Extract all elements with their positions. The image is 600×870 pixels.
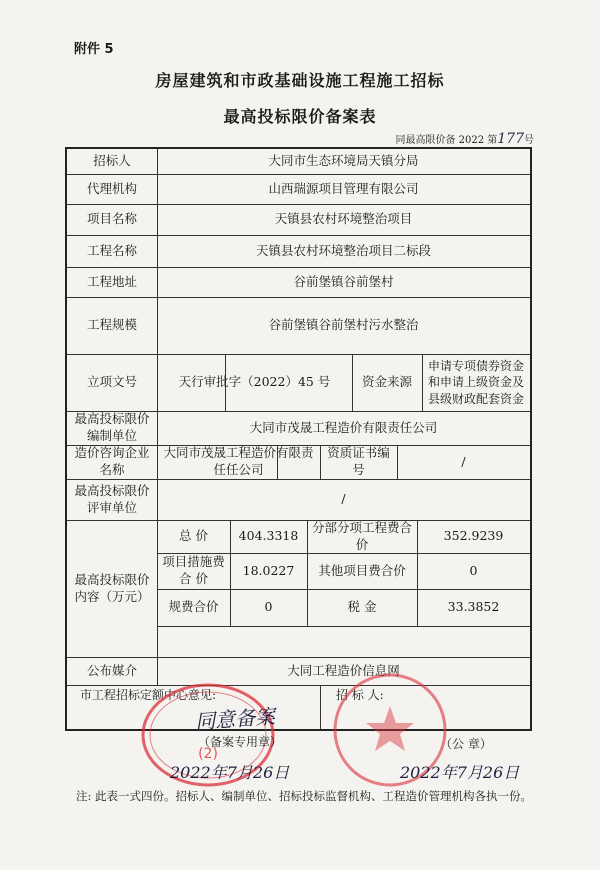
tenderer-seal-note: （公 章） — [440, 737, 492, 751]
filing-number-handwritten: 177 — [497, 131, 524, 147]
center-date: 2022年7月26日 — [170, 763, 290, 782]
compiler-label: 最高投标限价编制单位 — [74, 411, 150, 443]
svg-text:(2): (2) — [198, 746, 218, 762]
other-label: 其他项目费合价 — [318, 562, 406, 578]
works-name-label: 工程名称 — [86, 242, 137, 258]
measures-value: 18.0227 — [242, 562, 295, 578]
agency-label: 代理机构 — [86, 180, 137, 196]
measures-label: 项目措施费合 价 — [162, 554, 225, 586]
media-label: 公布媒介 — [86, 662, 137, 678]
limit-label: 最高投标限价内容（万元） — [74, 571, 150, 604]
form-title-line2: 最高投标限价备案表 — [223, 107, 377, 126]
consult-label: 造价咨询企业名称 — [74, 445, 150, 477]
tenderer-date: 2022年7月26日 — [400, 763, 520, 782]
tenderer-sign-label: 招 标 人: — [336, 687, 384, 702]
fund-source-label: 资金来源 — [361, 374, 412, 390]
total-label: 总 价 — [179, 528, 208, 544]
attachment-label: 附件 5 — [74, 42, 114, 57]
center-signature: 同意备案 — [194, 704, 276, 734]
media-value: 大同工程造价信息网 — [287, 662, 400, 678]
project-name-value: 天镇县农村环境整治项目 — [274, 211, 413, 227]
other-value: 0 — [469, 562, 478, 578]
filing-prefix: 同最高限价备 2022 第 — [395, 135, 498, 146]
approval-value: 天行审批字（2022）45 号 — [178, 374, 331, 390]
works-address-label: 工程地址 — [86, 273, 137, 289]
footnote: 注: 此表一式四份。招标人、编制单位、招标投标监督机构、工程造价管理机构各执一份。 — [76, 789, 533, 803]
reviewer-label: 最高投标限价评审单位 — [74, 482, 150, 515]
works-address-value: 谷前堡镇谷前堡村 — [293, 273, 394, 289]
reviewer-value: / — [341, 491, 346, 507]
tenderer-value: 大同市生态环境局天镇分局 — [268, 153, 419, 169]
tax-label: 税 金 — [347, 599, 377, 615]
center-seal-note: （备案专用章） — [198, 735, 283, 749]
tax-value: 33.3852 — [447, 599, 500, 615]
cert-label: 资质证书编号 — [327, 445, 390, 477]
consult-value: 大同市茂晟工程造价有限责任任公司 — [163, 445, 314, 477]
approval-label: 立项文号 — [86, 374, 137, 390]
subitem-value: 352.9239 — [443, 528, 504, 544]
total-value: 404.3318 — [238, 528, 299, 544]
project-name-label: 项目名称 — [86, 211, 137, 227]
agency-value: 山西瑞源项目管理有限公司 — [268, 180, 419, 196]
cert-value: / — [461, 453, 466, 469]
works-scale-label: 工程规模 — [86, 317, 137, 333]
works-scale-value: 谷前堡镇谷前堡村污水整治 — [268, 317, 419, 333]
fund-source-value: 申请专项债券资金和申请上级资金及县级财政配套资金 — [427, 359, 524, 406]
fees-label: 规费合价 — [168, 599, 219, 615]
subitem-label: 分部分项工程费合价 — [311, 519, 412, 552]
filing-table — [65, 147, 532, 731]
works-name-value: 天镇县农村环境整治项目二标段 — [255, 242, 431, 258]
fees-value: 0 — [264, 599, 273, 615]
filing-suffix: 号 — [524, 135, 534, 146]
form-title-line1: 房屋建筑和市政基础设施工程施工招标 — [155, 71, 445, 90]
compiler-value: 大同市茂晟工程造价有限责任公司 — [249, 419, 438, 435]
tenderer-label: 招标人 — [93, 153, 131, 169]
center-opinion-label: 市工程招标定额中心意见: — [80, 687, 217, 702]
filing-number — [395, 131, 534, 147]
